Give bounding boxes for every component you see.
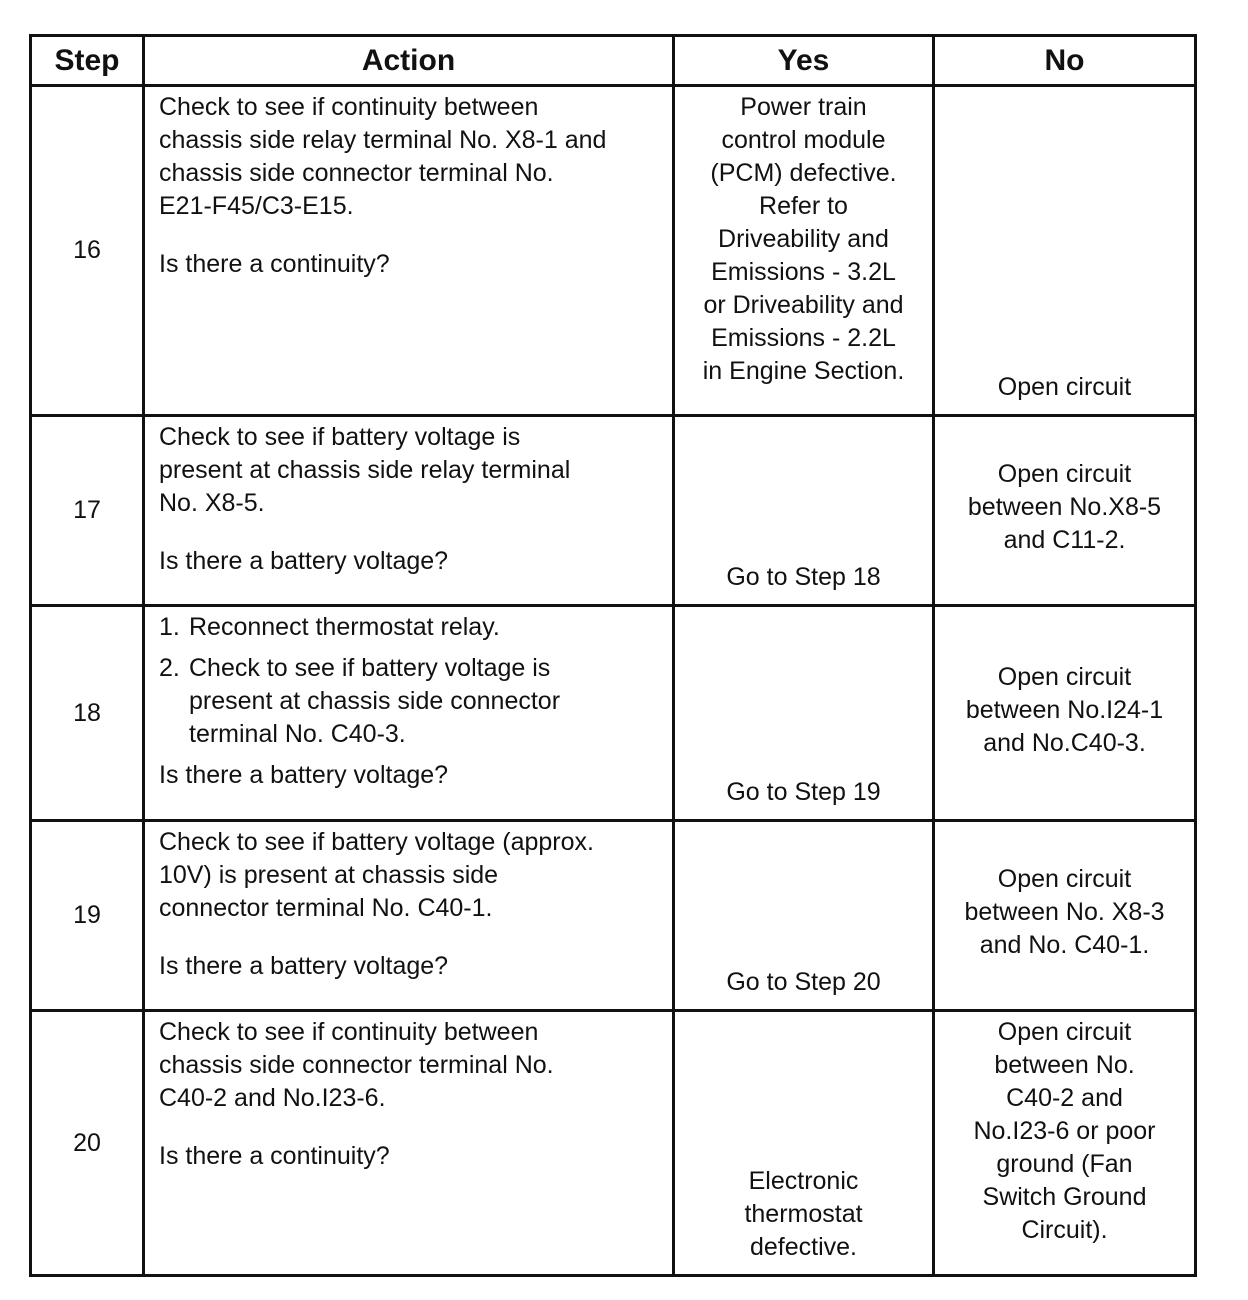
diagnostic-table [29,34,1197,1277]
no-line: Open circuit [997,865,1132,893]
yes-line: thermostat [744,1200,863,1228]
no-cell [934,416,1196,606]
yes-line: Refer to [759,192,848,220]
yes-line: Go to Step 19 [726,778,881,806]
yes-line: defective. [749,1233,857,1261]
no-line: C40-2 and [1006,1084,1123,1112]
action-cell [144,86,674,416]
no-line: Circuit). [1021,1216,1108,1244]
yes-line: Driveability and [718,225,889,253]
action-line: Check to see if continuity between [159,1018,539,1046]
action-line: present at chassis side connector [189,687,561,715]
no-line: and No.C40-3. [983,728,1146,757]
no-cell [934,1011,1196,1276]
no-line: between No.I24-1 [965,695,1164,724]
action-question: Is there a continuity? [159,1142,390,1170]
no-line: between No. X8-3 [964,898,1165,926]
yes-line: or Driveability and [703,291,904,319]
action-line: chassis side relay terminal No. X8-1 and [159,126,607,154]
header-action: Action [144,36,674,86]
action-line: Reconnect thermostat relay. [189,613,500,641]
action-line: present at chassis side relay terminal [159,456,571,484]
action-list-item [159,652,662,751]
yes-cell [674,86,934,416]
action-line: Check to see if continuity between [159,93,539,121]
list-number: 2. [159,654,180,682]
action-cell [144,416,674,606]
step-number: 17 [31,416,144,606]
action-line: 10V) is present at chassis side [159,861,499,889]
yes-line: Emissions - 2.2L [711,324,896,352]
action-cell [144,821,674,1011]
action-line: chassis side connector terminal No. [159,1051,554,1079]
no-line: Open circuit [997,460,1132,488]
header-step: Step [31,36,144,86]
header-yes: Yes [674,36,934,86]
yes-line: Emissions - 3.2L [711,258,896,286]
action-cell [144,1011,674,1276]
yes-line: Go to Step 20 [726,968,881,996]
action-text [159,1016,662,1115]
yes-line: Power train [740,93,867,121]
action-list-item [159,611,662,644]
action-question: Is there a continuity? [159,250,390,278]
header-no: No [934,36,1196,86]
yes-cell [674,1011,934,1276]
action-line: E21-F45/C3-E15. [159,192,354,220]
no-line: Switch Ground [982,1183,1147,1211]
action-line: chassis side connector terminal No. [159,159,554,187]
yes-cell [674,821,934,1011]
no-line: Open circuit [997,373,1132,401]
no-line: between No.X8-5 [967,493,1162,521]
step-number: 18 [31,606,144,821]
action-text [159,826,662,925]
table-row [31,86,1196,416]
table-row [31,1011,1196,1276]
no-line: Open circuit [997,1018,1132,1046]
no-cell [934,606,1196,821]
yes-line: Go to Step 18 [726,563,881,591]
action-question: Is there a battery voltage? [159,952,449,980]
action-text [159,421,662,520]
action-question: Is there a battery voltage? [159,761,449,789]
step-number: 20 [31,1011,144,1276]
action-line: terminal No. C40-3. [189,720,406,748]
list-number: 1. [159,613,180,641]
yes-cell [674,606,934,821]
action-line: Check to see if battery voltage is [159,423,521,451]
action-text [159,91,662,223]
no-cell [934,821,1196,1011]
no-line: ground (Fan [996,1150,1133,1178]
header-row [31,36,1196,86]
no-line: and C11-2. [1003,526,1126,554]
no-line: Open circuit [997,662,1132,691]
table-row [31,821,1196,1011]
yes-line: (PCM) defective. [710,159,897,187]
no-line: and No. C40-1. [979,931,1150,959]
table-row [31,416,1196,606]
action-line: C40-2 and No.I23-6. [159,1084,386,1112]
action-question: Is there a battery voltage? [159,547,449,575]
yes-line: Electronic [748,1167,859,1195]
no-line: No.I23-6 or poor [973,1117,1156,1145]
step-number: 19 [31,821,144,1011]
no-cell [934,86,1196,416]
yes-line: in Engine Section. [702,357,905,385]
action-line: No. X8-5. [159,489,265,517]
action-line: Check to see if battery voltage is [189,654,551,682]
table-row [31,606,1196,821]
yes-cell [674,416,934,606]
no-line: between No. [994,1051,1135,1079]
yes-line: control module [721,126,886,154]
action-line: Check to see if battery voltage (approx. [159,828,594,856]
action-line: connector terminal No. C40-1. [159,894,493,922]
action-cell [144,606,674,821]
step-number: 16 [31,86,144,416]
